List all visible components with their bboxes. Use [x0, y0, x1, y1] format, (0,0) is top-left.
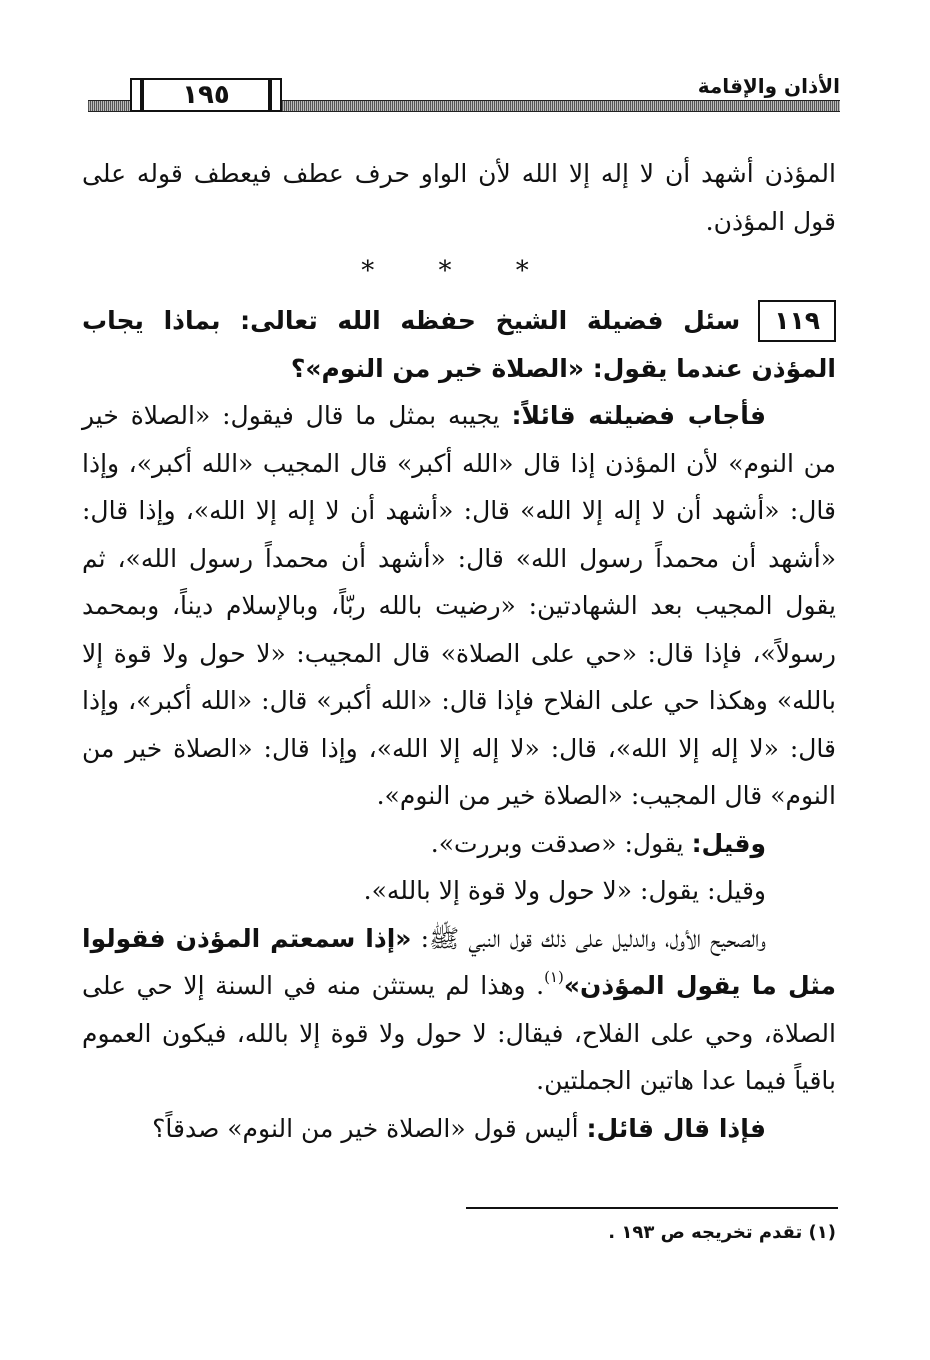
question-paragraph: [82, 297, 836, 392]
page-header: [88, 74, 840, 118]
opinion-paragraph-2: وقيل: يقول: «لا حول ولا قوة إلا بالله».: [363, 876, 766, 905]
correct-opinion-paragraph: [82, 915, 836, 1105]
answer-text: يجيبه بمثل ما قال فيقول: «الصلاة خير من النوم» لأن المؤذن إذا قال «الله أكبر» قال المجيب «الله أكبر»، وإذا قال: «أشهد أن لا إله إلا الله» قال: «أشهد أن لا إله إلا الله»، وإذا قال: «أشهد أن محمداً رسول الله» قال: «أشهد أن محمداً رسول الله»، ثم يقول المجيب بعد الشهادتين: «رضيت بالله ربّاً، وبالإسلام ديناً، وبمحمد رسولاً»، فإذا قال: «حي على الصلاة» قال المجيب: «لا حول ولا قوة إلا بالله» وهكذا حي على الفلاح فإذا قال: «الله أكبر» قال: «الله أكبر»، وإذا قال: «لا إله إلا الله»، قال: «لا إله إلا الله»، وإذا قال: «الصلاة خير من النوم» قال المجيب: «الصلاة خير من النوم».: [82, 401, 836, 810]
running-title: الأذان والإقامة: [688, 74, 840, 98]
opinion-lead: وقيل:: [691, 828, 766, 858]
answer-paragraph: [82, 392, 836, 820]
question-text: سئل فضيلة الشيخ حفظه الله تعالى: بماذا يجاب المؤذن عندما يقول: «الصلاة خير من النوم»؟: [82, 306, 836, 383]
footnote-marker: (١): [808, 1222, 836, 1243]
objection-text: أليس قول «الصلاة خير من النوم» صدقاً؟: [152, 1113, 579, 1143]
page-number: ١٩٥: [130, 78, 282, 112]
footnote-divider: [466, 1207, 838, 1209]
opinion-paragraph-1: [82, 820, 836, 868]
correct-opinion-text-a: والصحيح الأول، والدليل على ذلك قول النبي ﷺ:: [420, 923, 766, 953]
footnote: [608, 1222, 836, 1243]
answer-lead: فأجاب فضيلته قائلاً:: [511, 401, 766, 430]
correct-opinion-text-b: . وهذا لم يستثن منه في السنة إلا حي على الصلاة، وحي على الفلاح، فيقال: لا حول ولا قوة إلا بالله، فيكون العموم باقياً فيما عدا هاتين الجملتين.: [82, 971, 836, 1095]
footnote-reference[interactable]: (١): [544, 968, 564, 986]
page-body: [82, 150, 836, 1152]
hadith-quote: «إذا سمعتم المؤذن فقولوا مثل ما يقول المؤذن»: [82, 923, 836, 1000]
section-separator: * * *: [361, 256, 557, 286]
objection-lead: فإذا قال قائل:: [586, 1113, 766, 1143]
paragraph-continuation: المؤذن أشهد أن لا إله إلا الله لأن الواو حرف عطف فيعطف قوله على قول المؤذن.: [82, 159, 836, 236]
footnote-text: تقدم تخريجه ص ١٩٣ .: [608, 1222, 803, 1243]
question-number: ١١٩: [758, 300, 836, 342]
opinion-text-1: يقول: «صدقت وبررت».: [430, 828, 684, 858]
objection-paragraph: [82, 1105, 836, 1153]
